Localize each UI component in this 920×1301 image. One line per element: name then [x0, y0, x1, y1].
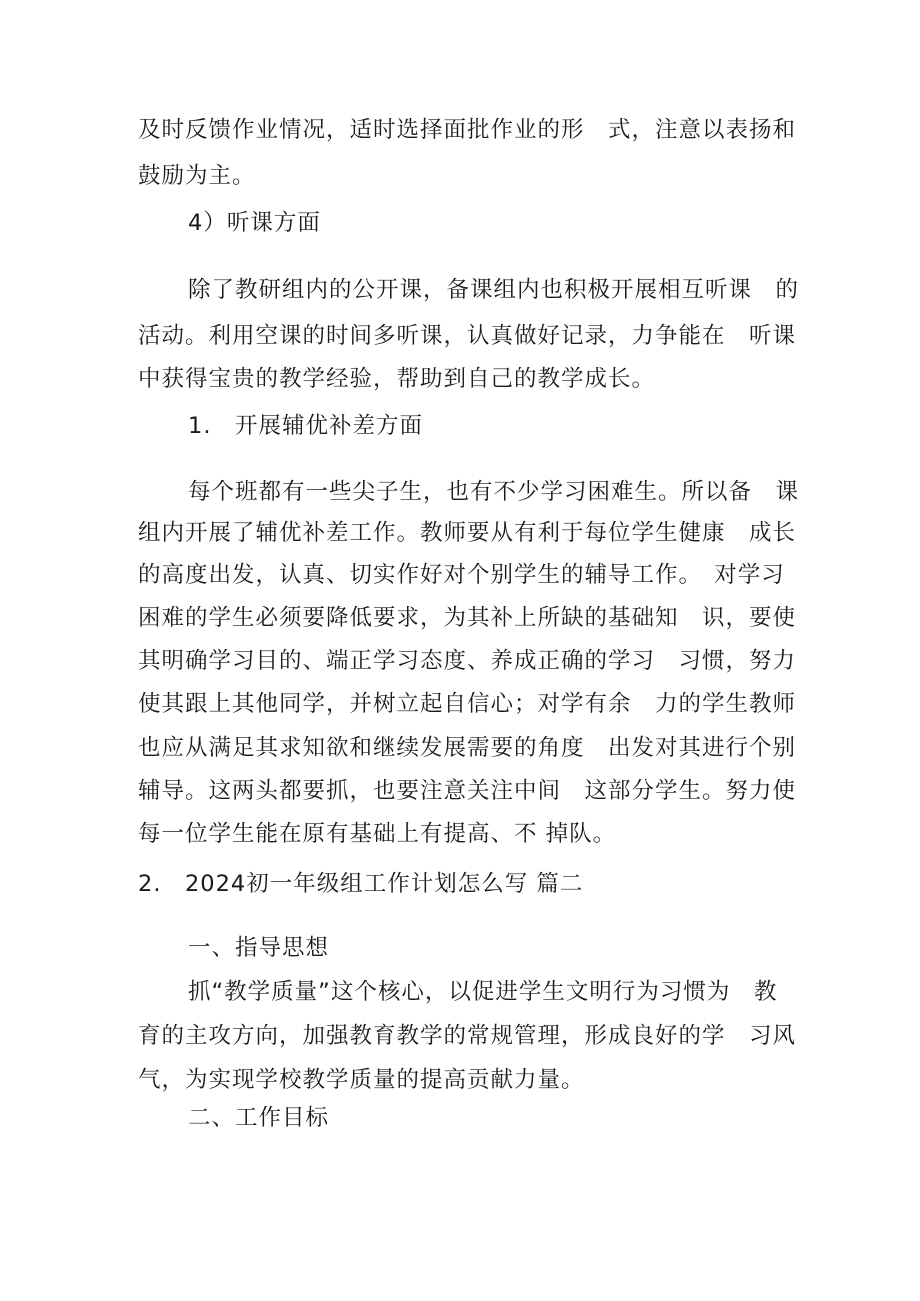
- paragraph-line: 使其跟上其他同学，并树立起自信心；对学有余 力的学生教师: [138, 691, 797, 717]
- paragraph-line: 困难的学生必须要降低要求，为其补上所缺的基础知 识，要使: [138, 605, 797, 631]
- paragraph-line: 组内开展了辅优补差工作。教师要从有利于每位学生健康 成长: [138, 520, 797, 546]
- paragraph-line: 其明确学习目的、端正学习态度、养成正确的学习 习惯，努力: [138, 648, 797, 674]
- paragraph-line: 每个班都有一些尖子生，也有不少学习困难生。所以备 课: [188, 479, 800, 505]
- paragraph-line: 中获得宝贵的教学经验，帮助到自己的教学成长。: [138, 366, 656, 392]
- heading-work-goals: 二、工作目标: [188, 1105, 330, 1131]
- heading-guiding-ideas: 一、指导思想: [188, 935, 330, 961]
- paragraph-line: 除了教研组内的公开课，备课组内也积极开展相互听课 的: [188, 277, 800, 303]
- paragraph-line: 也应从满足其求知欲和继续发展需要的角度 出发对其进行个别: [138, 735, 797, 761]
- paragraph-line: 及时反馈作业情况，适时选择面批作业的形 式，注意以表扬和: [138, 117, 797, 143]
- paragraph-line: 辅导。这两头都要抓，也要注意关注中间 这部分学生。努力使: [138, 778, 797, 804]
- paragraph-line: 每一位学生能在原有基础上有提高、不 掉队。: [138, 821, 617, 847]
- paragraph-line: 活动。利用空课的时间多听课，认真做好记录，力争能在 听课: [138, 323, 797, 349]
- subheading-tutoring: 1. 开展辅优补差方面: [188, 413, 423, 439]
- paragraph-line: 鼓励为主。: [138, 163, 256, 189]
- paragraph-line: 育的主攻方向，加强教育教学的常规管理，形成良好的学 习风: [138, 1023, 797, 1049]
- paragraph-line: 抓“教学质量”这个核心，以促进学生文明行为习惯为 教: [188, 979, 778, 1005]
- subheading-listening: 4）听课方面: [188, 210, 321, 236]
- section-title: 2. 2024初一年级组工作计划怎么写 篇二: [138, 871, 584, 897]
- paragraph-line: 气，为实现学校教学质量的提高贡献力量。: [138, 1067, 585, 1093]
- paragraph-line: 的高度出发，认真、切实作好对个别学生的辅导工作。 对学习: [138, 562, 785, 588]
